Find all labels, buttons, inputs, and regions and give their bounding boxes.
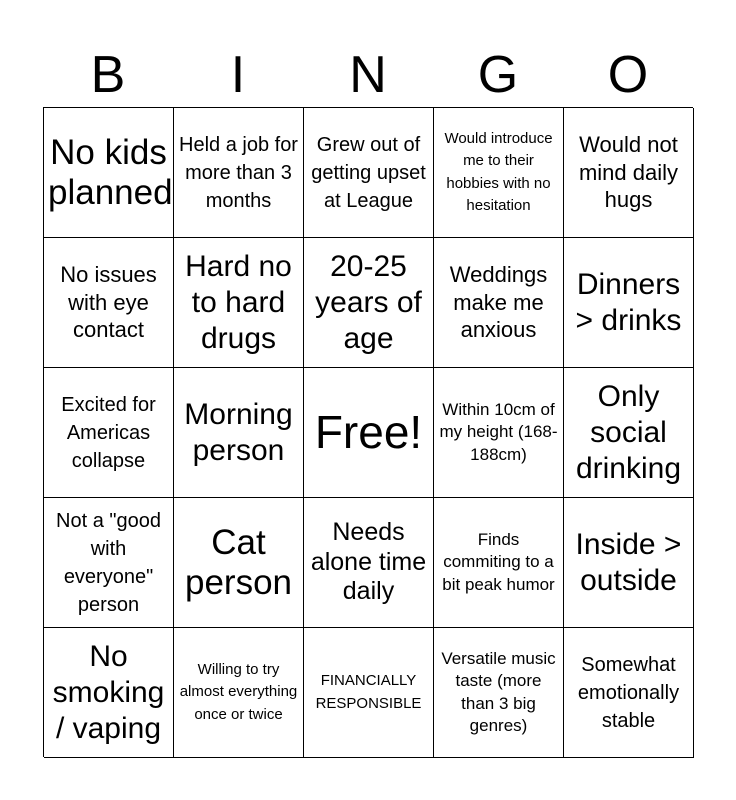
cell-text: 20-25 years of age: [315, 249, 422, 355]
header-letter-n: N: [349, 46, 387, 104]
cell-text: Hard no to hard drugs: [185, 249, 292, 355]
cell-text: Willing to try almost everything once or twice: [179, 660, 298, 723]
cell-text: Needs alone time daily: [310, 518, 427, 606]
cell-text: Grew out of getting upset at League: [311, 133, 426, 212]
bingo-cell[interactable]: [174, 108, 304, 238]
cell-text: Weddings make me anxious: [449, 261, 548, 343]
bingo-cell[interactable]: [564, 628, 694, 758]
bingo-cell[interactable]: [434, 108, 564, 238]
bingo-cell[interactable]: [304, 238, 434, 368]
cell-text: Inside > outside: [575, 527, 682, 597]
cell-text: Not a "good with everyone" person: [56, 509, 161, 616]
header-letter-b: B: [90, 46, 126, 104]
cell-text: Would introduce me to their hobbies with no hesitation: [444, 129, 553, 214]
cell-text: Would not mind daily hugs: [578, 131, 679, 213]
cell-text: Within 10cm of my height (168-188cm): [439, 400, 558, 464]
cell-text: Held a job for more than 3 months: [179, 133, 298, 212]
bingo-cell[interactable]: [44, 108, 174, 238]
bingo-cell[interactable]: [44, 368, 174, 498]
header-letter-o: O: [607, 46, 649, 104]
free-space-cell[interactable]: [304, 368, 434, 498]
bingo-cell[interactable]: [564, 498, 694, 628]
bingo-cell[interactable]: [564, 368, 694, 498]
bingo-cell[interactable]: [304, 628, 434, 758]
bingo-cell[interactable]: [44, 628, 174, 758]
bingo-cell[interactable]: [434, 238, 564, 368]
cell-text: Cat person: [184, 523, 293, 602]
cell-text: No kids planned: [48, 133, 173, 212]
cell-text: Dinners > drinks: [575, 267, 682, 337]
bingo-cell[interactable]: [564, 108, 694, 238]
cell-text: Versatile music taste (more than 3 big genres): [441, 649, 556, 735]
cell-text: Free!: [314, 406, 423, 459]
bingo-cell[interactable]: [174, 238, 304, 368]
cell-text: FINANCIALLY RESPONSIBLE: [315, 672, 422, 712]
bingo-header: [43, 44, 693, 106]
cell-text: Only social drinking: [575, 379, 682, 485]
bingo-cell[interactable]: [174, 368, 304, 498]
header-letter-i: I: [230, 46, 246, 104]
bingo-cell[interactable]: [434, 498, 564, 628]
bingo-cell[interactable]: [564, 238, 694, 368]
bingo-cell[interactable]: [434, 628, 564, 758]
bingo-cell[interactable]: [304, 498, 434, 628]
bingo-cell[interactable]: [434, 368, 564, 498]
bingo-cell[interactable]: [174, 498, 304, 628]
bingo-cell[interactable]: [44, 238, 174, 368]
bingo-cell[interactable]: [304, 108, 434, 238]
cell-text: No issues with eye contact: [60, 261, 157, 343]
header-letter-g: G: [477, 46, 519, 104]
cell-text: Finds commiting to a bit peak humor: [442, 530, 555, 594]
cell-text: Somewhat emotionally stable: [577, 653, 680, 732]
cell-text: No smoking / vaping: [52, 639, 165, 745]
cell-text: Morning person: [184, 397, 293, 467]
cell-text: Excited for Americas collapse: [61, 393, 156, 472]
bingo-board: [43, 107, 693, 757]
bingo-cell[interactable]: [44, 498, 174, 628]
bingo-cell[interactable]: [174, 628, 304, 758]
